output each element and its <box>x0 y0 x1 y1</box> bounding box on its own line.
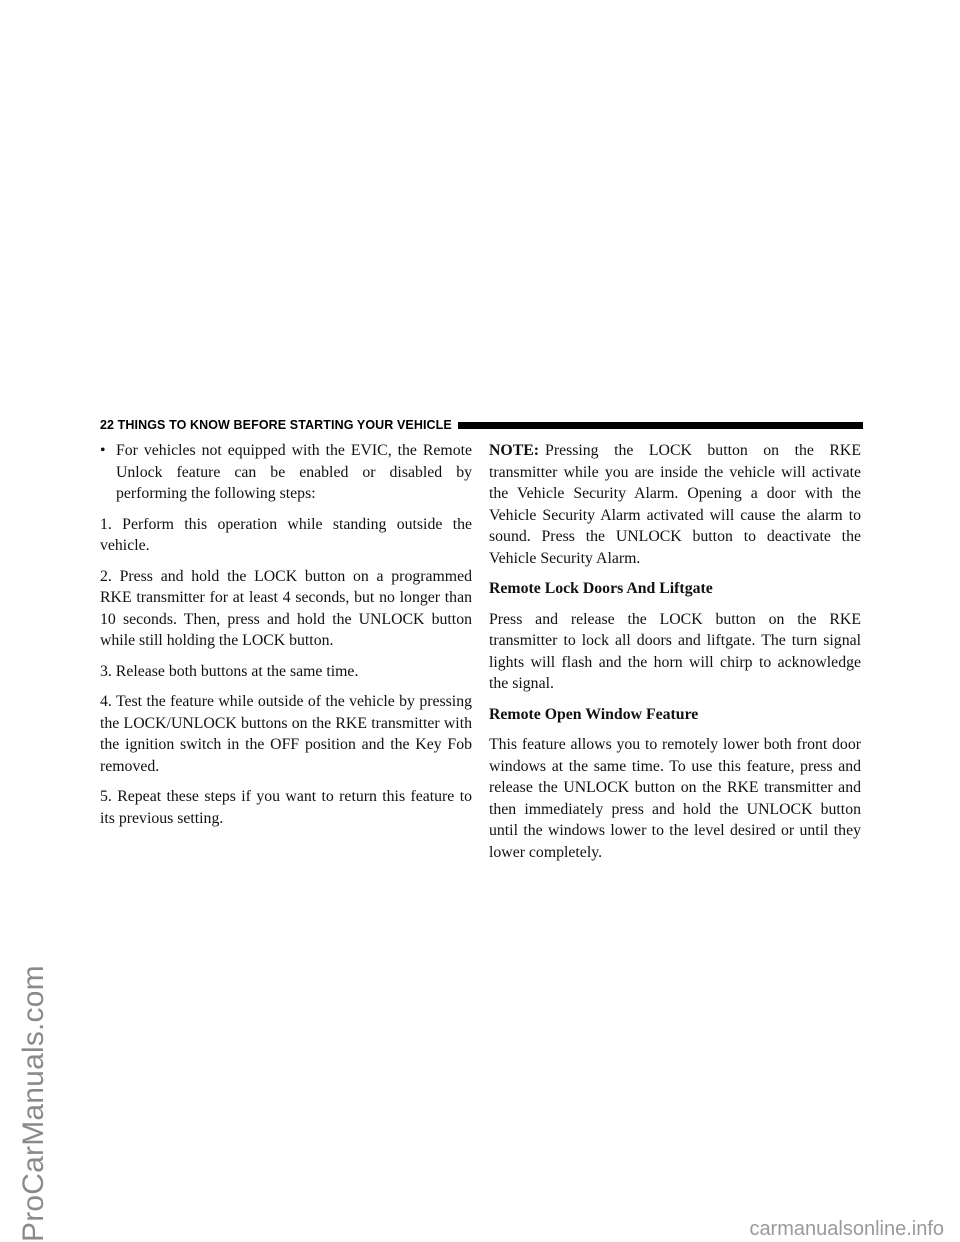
step-3: 3. Release both buttons at the same time. <box>100 662 359 680</box>
page-header-text: 22 THINGS TO KNOW BEFORE STARTING YOUR VEHICLE <box>100 418 452 432</box>
side-watermark: ProCarManuals.com <box>17 965 50 1242</box>
section-heading-remote-lock: Remote Lock Doors And Liftgate <box>489 580 713 597</box>
right-column <box>489 440 861 872</box>
step-1: 1. Perform this operation while standing outside the vehicle. <box>100 515 472 554</box>
bullet-text: For vehicles not equipped with the EVIC, the Remote Unlock feature can be enabled or disabled by performing the following steps: <box>116 442 472 502</box>
step-5: 5. Repeat these steps if you want to return this feature to its previous setting. <box>100 788 472 827</box>
section-heading-remote-open-window: Remote Open Window Feature <box>489 705 699 723</box>
note-paragraph <box>489 440 861 569</box>
page-header <box>100 418 863 432</box>
section-body-remote-open-window: This feature allows you to remotely lower both front door windows at the same time. To use this feature, press and release the UNLOCK button on the RKE transmitter and then immediately press and hold the UNLOCK button until the windows lower to the level desired or until they lower completely. <box>489 736 861 861</box>
bullet-icon: • <box>100 442 106 459</box>
bullet-item <box>100 440 472 505</box>
header-rule <box>458 422 863 429</box>
step-4: 4. Test the feature while outside of the vehicle by pressing the LOCK/UNLOCK buttons on the RKE transmitter with the ignition switch in the OFF position and the Key Fob removed. <box>100 693 472 775</box>
step-2: 2. Press and hold the LOCK button on a programmed RKE transmitter for at least 4 seconds, but no longer than 10 seconds. Then, press and hold the UNLOCK button while still holding the LOCK button. <box>100 567 472 649</box>
note-label: NOTE: <box>489 442 540 459</box>
note-text: Pressing the LOCK button on the RKE transmitter while you are inside the vehicle will activate the Vehicle Security Alarm. Opening a door with the Vehicle Security Alarm activated will cause the alarm to sound. Press the UNLOCK button to deactivate the Vehicle Security Alarm. <box>489 442 861 567</box>
left-column <box>100 440 472 838</box>
section-body-remote-lock: Press and release the LOCK button on the RKE transmitter to lock all doors and liftgate. The turn signal lights will flash and the horn will chirp to acknowledge the signal. <box>489 610 861 692</box>
bottom-watermark: carmanualsonline.info <box>749 1218 944 1240</box>
